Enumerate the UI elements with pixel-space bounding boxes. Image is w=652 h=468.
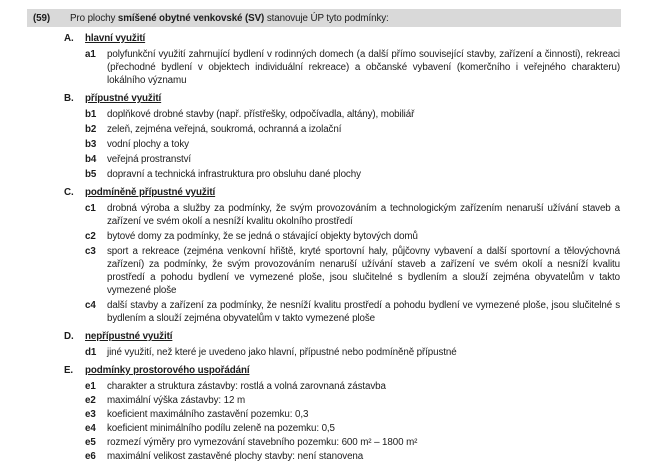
item-b1 xyxy=(85,108,620,121)
item-text: koeficient maximálního zastavění pozemku: 0,3 xyxy=(107,409,309,420)
item-number: d1 xyxy=(85,347,97,358)
item-text: další stavby a zařízení za podmínky, že nesníží kvalitu prostředí a pohodu bydlení ve vymezené ploše, jsou slučitelné s bydlením a slouží zejména obyvatelům v takto vymezené ploše xyxy=(107,300,620,324)
item-number: c4 xyxy=(85,300,96,311)
item-e4 xyxy=(85,422,620,435)
item-number: b2 xyxy=(85,124,97,135)
section-d-heading xyxy=(64,330,620,343)
item-text: polyfunkční využití zahrnující bydlení v rodinných domech (a další přímo související stavby, zařízení a činnosti), rekreaci (přechodné bydlení v objektech individuální rekreace) a občanské vybavení (komerčního i veřejného charakteru) lokálního významu xyxy=(107,49,620,86)
paragraph-number: (59) xyxy=(33,12,51,24)
section-letter: E. xyxy=(64,365,74,376)
paragraph-intro xyxy=(70,12,621,25)
item-number: e6 xyxy=(85,451,96,462)
section-title: přípustné využití xyxy=(85,93,162,104)
item-c3 xyxy=(85,245,620,297)
section-a-heading xyxy=(64,32,620,45)
section-e xyxy=(64,364,620,463)
item-b4 xyxy=(85,153,620,166)
item-e5 xyxy=(85,436,620,449)
item-text: rozmezí výměry pro vymezování stavebního pozemku: 600 m² – 1800 m² xyxy=(107,437,418,448)
item-text: maximální velikost zastavěné plochy stavby: není stanovena xyxy=(107,451,364,462)
item-text: charakter a struktura zástavby: rostlá a volná zarovnaná zástavba xyxy=(107,381,386,392)
item-c1 xyxy=(85,202,620,228)
section-title: hlavní využití xyxy=(85,33,146,44)
item-text: sport a rekreace (zejména venkovní hřiště, kryté sportovní haly, půjčovny vybavení a další sportovní a tělovýchovná zařízení) za podmínky, že svým provozováním nenaruší užívání staveb a zařízení ve svém okolí a nesníží kvalitu prostředí a pohodu bydlení ve vymezené ploše, jsou slučitelné s bydlením a slouží zejména obyvatelům v takto vymezené ploše xyxy=(107,246,620,296)
section-title: podmínky prostorového uspořádání xyxy=(85,365,250,376)
section-letter: B. xyxy=(64,93,74,104)
item-b3 xyxy=(85,138,620,151)
item-text: doplňkové drobné stavby (např. přístřešky, odpočívadla, altány), mobiliář xyxy=(107,109,415,120)
paragraph-header-bar xyxy=(27,9,621,27)
item-e6 xyxy=(85,450,620,463)
item-number: e2 xyxy=(85,395,96,406)
section-e-heading xyxy=(64,364,620,377)
section-c-heading xyxy=(64,186,620,199)
item-number: c1 xyxy=(85,203,96,214)
item-text: bytové domy za podmínky, že se jedná o stávající objekty bytových domů xyxy=(107,231,418,242)
item-e1 xyxy=(85,380,620,393)
item-text: jiné využití, než které je uvedeno jako hlavní, přípustné nebo podmíněně přípustné xyxy=(107,347,457,358)
item-number: a1 xyxy=(85,49,96,60)
section-letter: A. xyxy=(64,33,74,44)
item-e3 xyxy=(85,408,620,421)
item-e2 xyxy=(85,394,620,407)
paragraph-intro-before: Pro plochy xyxy=(70,12,118,24)
item-d1 xyxy=(85,346,620,359)
item-b2 xyxy=(85,123,620,136)
section-title: podmíněně přípustné využití xyxy=(85,187,216,198)
item-c2 xyxy=(85,230,620,243)
item-number: e3 xyxy=(85,409,96,420)
item-number: b1 xyxy=(85,109,97,120)
item-number: e4 xyxy=(85,423,96,434)
section-letter: C. xyxy=(64,187,74,198)
item-number: c3 xyxy=(85,246,96,257)
paragraph-intro-after: stanovuje ÚP tyto podmínky: xyxy=(264,12,389,24)
item-number: e1 xyxy=(85,381,96,392)
section-c xyxy=(64,186,620,325)
item-b5 xyxy=(85,168,620,181)
item-c4 xyxy=(85,299,620,325)
section-letter: D. xyxy=(64,331,74,342)
item-number: b4 xyxy=(85,154,97,165)
item-text: zeleň, zejména veřejná, soukromá, ochranná a izolační xyxy=(107,124,342,135)
item-text: maximální výška zástavby: 12 m xyxy=(107,395,246,406)
item-text: dopravní a technická infrastruktura pro obsluhu dané plochy xyxy=(107,169,361,180)
section-title: nepřípustné využití xyxy=(85,331,173,342)
item-text: koeficient minimálního podílu zeleně na pozemku: 0,5 xyxy=(107,423,335,434)
item-number: b3 xyxy=(85,139,97,150)
item-text: vodní plochy a toky xyxy=(107,139,189,150)
section-b xyxy=(64,92,620,181)
item-text: drobná výroba a služby za podmínky, že svým provozováním a technologickým zařízením nenaruší užívání staveb a zařízení ve svém okolí a nesníží kvalitu okolního prostředí xyxy=(107,203,620,227)
item-number: b5 xyxy=(85,169,97,180)
item-number: c2 xyxy=(85,231,96,242)
section-d xyxy=(64,330,620,359)
section-b-heading xyxy=(64,92,620,105)
paragraph-intro-bold: smíšené obytné venkovské (SV) xyxy=(117,12,265,24)
item-text: veřejná prostranství xyxy=(107,154,192,165)
item-number: e5 xyxy=(85,437,96,448)
item-a1 xyxy=(85,48,620,87)
section-a xyxy=(64,32,620,87)
